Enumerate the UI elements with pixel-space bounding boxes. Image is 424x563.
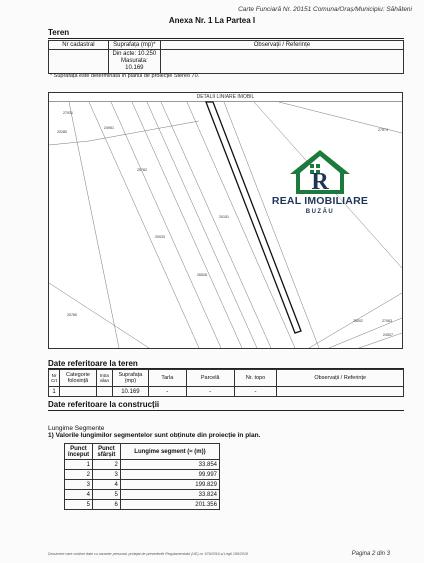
col-lungime-segment: Lungime segment (≈ (m)) (120, 444, 219, 460)
col-parcela: Parcelă (186, 370, 234, 387)
table-row (65, 470, 220, 480)
col-nr-crt: Nr Crt (49, 370, 60, 387)
punct-sfarsit-cell: 2 (92, 460, 120, 470)
map-parcel-label: 20780 (67, 313, 77, 317)
anexa-title: Anexa Nr. 1 La Partea I (168, 16, 256, 25)
cell-categorie (59, 387, 96, 397)
logo-brand-text: REAL IMOBILIARE (271, 195, 369, 207)
cell-observatii (277, 387, 404, 397)
col-nr-topo: Nr. topo (234, 370, 277, 387)
map-parcel-label: 27931 (63, 111, 73, 115)
suprafata-acte: Din acte: 10.250 (112, 51, 157, 57)
constructii-rule (48, 410, 404, 411)
table-row (65, 490, 220, 500)
col-tarla: Tarla (148, 370, 186, 387)
lungime-cell: 33.854 (120, 460, 219, 470)
lungime-cell: 199.829 (120, 480, 219, 490)
map-parcel-label: 20280 (57, 130, 67, 134)
lungime-rows (65, 460, 220, 510)
punct-sfarsit-cell: 4 (92, 480, 120, 490)
map-parcel-label: 25782 (137, 168, 147, 172)
teren-cell-observatii (160, 50, 403, 74)
cell-nr-topo: - (234, 387, 277, 397)
logo-city-text: BUZĂU (305, 209, 335, 215)
teren-cell-nr-cadastral (49, 50, 109, 74)
svg-text:R: R (311, 169, 329, 195)
suprafata-masurata-label: Masurata: (120, 58, 148, 64)
punct-sfarsit-cell: 3 (92, 470, 120, 480)
page-number: Pagina 2 din 3 (351, 551, 390, 557)
cell-suprafata: 10.169 (112, 387, 148, 397)
punct-inceput-cell: 1 (65, 460, 93, 470)
date-teren-table (48, 369, 404, 397)
punct-inceput-cell: 3 (65, 480, 93, 490)
map-title: DETALII LINIARE IMOBIL (49, 93, 402, 102)
map-parcel-label: 25002 (353, 319, 363, 323)
lungime-cell: 99.997 (120, 470, 219, 480)
teren-header-suprafata: Suprafața (mp)* (108, 41, 160, 50)
constructii-title: Date referitoare la construcții (48, 400, 160, 409)
map-parcel-label: 27063 (382, 319, 392, 323)
teren-table (48, 40, 404, 74)
punct-sfarsit-cell: 5 (92, 490, 120, 500)
table-row (65, 500, 220, 510)
cell-nr-crt: 1 (49, 387, 60, 397)
teren-note: * Suprafața este determinată în planul de proiecție Stereo 70. (50, 73, 200, 79)
punct-inceput-cell: 5 (65, 500, 93, 510)
footer-text: Document care conține date cu caracter personal, protejat de prevederile Regulamentului (UE) nr. 679/2016 și Legii 190/2018 (48, 552, 248, 556)
teren-header-observatii: Observații / Referințe (160, 41, 403, 50)
col-suprafata: Suprafața (mp) (112, 370, 148, 387)
table-row (65, 460, 220, 470)
map-parcel-label: 20151 (219, 215, 229, 219)
cell-intra-vilan (96, 387, 112, 397)
cell-parcela: - (186, 387, 234, 397)
lungime-cell: 33.824 (120, 490, 219, 500)
punct-inceput-cell: 4 (65, 490, 93, 500)
lungime-table (64, 443, 220, 510)
punct-inceput-cell: 2 (65, 470, 93, 480)
col-categorie: Categorie folosință (59, 370, 96, 387)
punct-sfarsit-cell: 6 (92, 500, 120, 510)
col-punct-inceput: Punct început (65, 444, 93, 460)
lungime-subtitle: 1) Valorile lungimilor segmentelor sunt obținute din proiecție în plan. (48, 432, 261, 439)
teren-header-nr-cadastral: Nr cadastral (49, 41, 109, 50)
map-parcel-label: 27574 (378, 128, 388, 132)
suprafata-masurata: 10.169 (125, 65, 144, 71)
teren-rule (48, 38, 404, 39)
date-teren-title: Date referitoare la teren (48, 359, 138, 368)
map-parcel-label: 24507 (383, 333, 393, 337)
teren-title: Teren (48, 28, 70, 37)
map-parcel-label: 24951 (104, 126, 114, 130)
lungime-title: Lungime Segmente (48, 425, 105, 432)
col-punct-sfarsit: Punct sfârșit (92, 444, 120, 460)
cell-tarla: - (148, 387, 186, 397)
teren-cell-suprafata (108, 50, 160, 74)
map-parcel-label: 26528 (197, 273, 207, 277)
real-imobiliare-logo (250, 148, 390, 248)
house-icon (250, 148, 390, 196)
table-row (65, 480, 220, 490)
col-intra-vilan: Intra vilan (96, 370, 112, 387)
map-parcel-label: 20033 (155, 235, 165, 239)
carte-funciara-header: Carte Funciară Nr. 20151 Comuna/Oraș/Municipiu: Săhăteni (238, 6, 412, 13)
lungime-cell: 201.356 (120, 500, 219, 510)
col-observatii: Observații / Referințe (277, 370, 404, 387)
